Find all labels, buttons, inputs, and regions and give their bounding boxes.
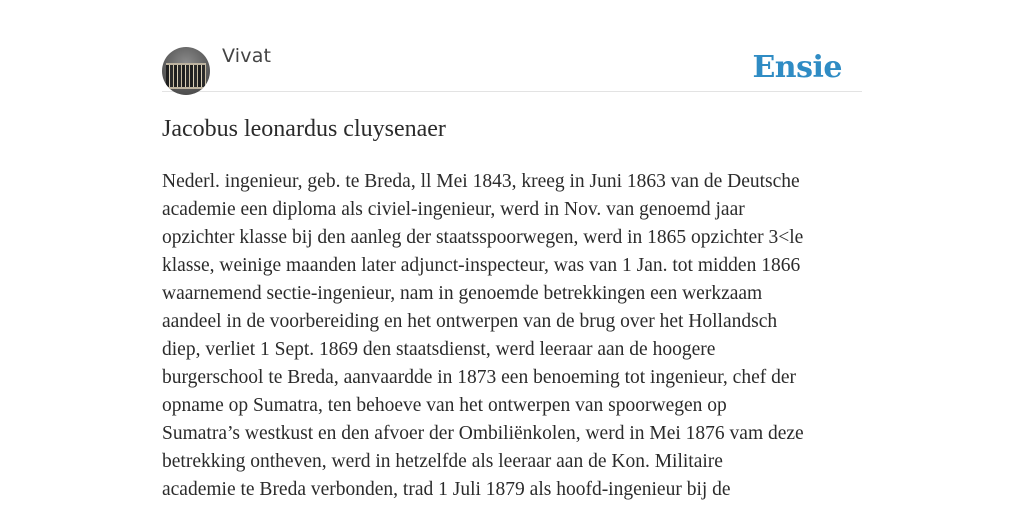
article-line: betrekking ontheven, werd in hetzelfde als leeraar aan de Kon. Militaire: [162, 451, 723, 472]
article-line: academie te Breda verbonden, trad 1 Juli 1879 als hoofd-ingenieur bij de: [162, 479, 731, 500]
article-line: burgerschool te Breda, aanvaardde in 1873 een benoeming tot ingenieur, chef der: [162, 367, 796, 388]
article-line: aandeel in de voorbereiding en het ontwerpen van de brug over het Hollandsch: [162, 311, 778, 332]
article-body: [162, 168, 862, 504]
header: [162, 0, 862, 92]
site-logo[interactable]: Ensie: [752, 50, 842, 85]
article-line: waarnemend sectie-ingenieur, nam in genoemde betrekkingen een werkzaam: [162, 283, 763, 304]
bookshelf-icon: [166, 63, 206, 89]
avatar[interactable]: [162, 47, 210, 95]
article-line: klasse, weinige maanden later adjunct-inspecteur, was van 1 Jan. tot midden 1866: [162, 255, 801, 276]
article-title: Jacobus leonardus cluysenaer: [162, 116, 446, 142]
article-line: opname op Sumatra, ten behoeve van het ontwerpen van spoorwegen op: [162, 395, 727, 416]
page: [162, 0, 862, 512]
article-line: Nederl. ingenieur, geb. te Breda, ll Mei 1843, kreeg in Juni 1863 van de Deutsche: [162, 171, 800, 192]
username-link[interactable]: Vivat: [222, 45, 272, 67]
article-line: Sumatra’s westkust en den afvoer der Ombiliënkolen, werd in Mei 1876 vam deze: [162, 423, 804, 444]
article-line: opzichter klasse bij den aanleg der staatsspoorwegen, werd in 1865 opzichter 3<le: [162, 227, 804, 248]
article-line: diep, verliet 1 Sept. 1869 den staatsdienst, werd leeraar aan de hoogere: [162, 339, 716, 360]
article-line: academie een diploma als civiel-ingenieur, werd in Nov. van genoemd jaar: [162, 199, 745, 220]
